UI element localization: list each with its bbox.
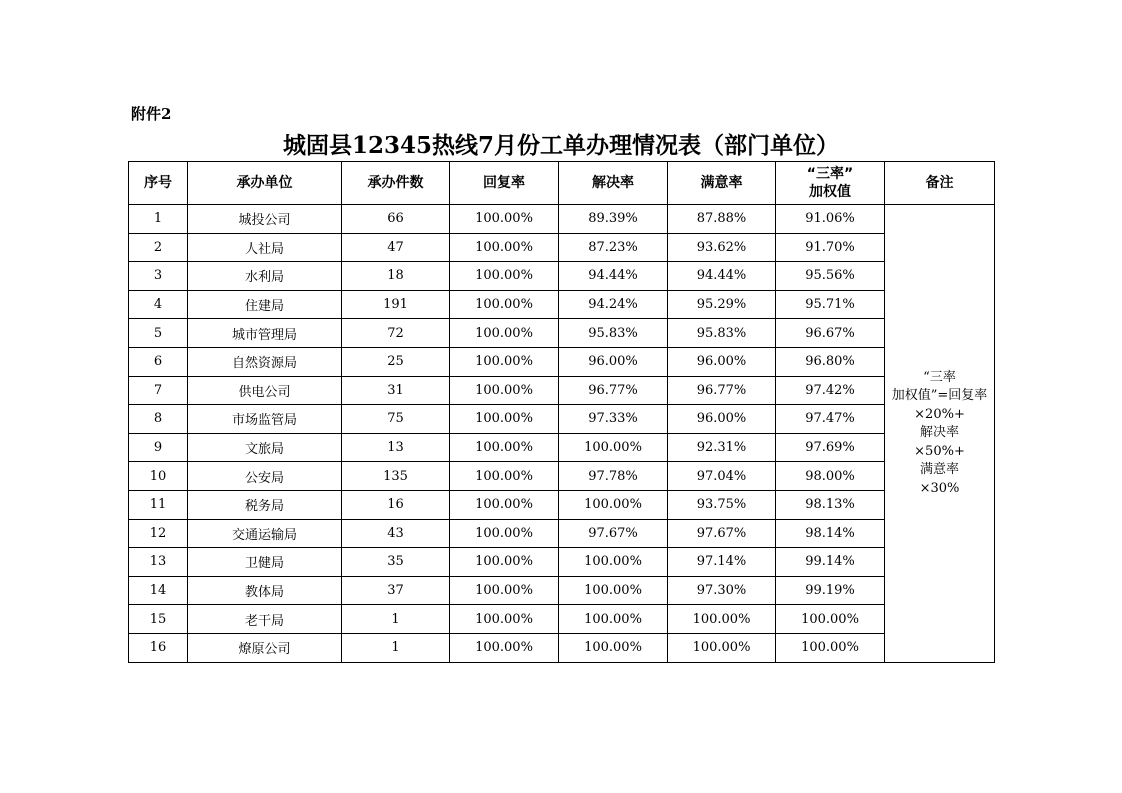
cell-count: 37: [342, 576, 450, 605]
cell-no: 11: [129, 490, 188, 519]
cell-satisfaction-rate: 93.62%: [668, 233, 776, 262]
cell-unit: 交通运输局: [188, 519, 342, 548]
cell-satisfaction-rate: 87.88%: [668, 205, 776, 234]
cell-no: 16: [129, 633, 188, 662]
cell-weighted-value: 96.67%: [776, 319, 885, 348]
cell-reply-rate: 100.00%: [450, 633, 559, 662]
cell-weighted-value: 97.42%: [776, 376, 885, 405]
table-row: [129, 433, 995, 462]
cell-reply-rate: 100.00%: [450, 462, 559, 491]
cell-satisfaction-rate: 94.44%: [668, 262, 776, 291]
cell-count: 43: [342, 519, 450, 548]
cell-solve-rate: 87.23%: [559, 233, 668, 262]
cell-reply-rate: 100.00%: [450, 233, 559, 262]
cell-no: 14: [129, 576, 188, 605]
cell-unit: 卫健局: [188, 548, 342, 577]
table-row: [129, 490, 995, 519]
cell-count: 18: [342, 262, 450, 291]
cell-count: 16: [342, 490, 450, 519]
table-row: [129, 633, 995, 662]
cell-weighted-value: 91.06%: [776, 205, 885, 234]
cell-reply-rate: 100.00%: [450, 433, 559, 462]
cell-reply-rate: 100.00%: [450, 347, 559, 376]
cell-weighted-value: 100.00%: [776, 605, 885, 634]
cell-reply-rate: 100.00%: [450, 376, 559, 405]
table-row: [129, 262, 995, 291]
cell-reply-rate: 100.00%: [450, 605, 559, 634]
cell-solve-rate: 100.00%: [559, 576, 668, 605]
cell-solve-rate: 96.00%: [559, 347, 668, 376]
cell-count: 1: [342, 633, 450, 662]
cell-no: 2: [129, 233, 188, 262]
cell-count: 47: [342, 233, 450, 262]
note-line: “三率: [923, 369, 956, 385]
header-weighted-value: [776, 162, 885, 205]
note-line: 加权值”=回复率: [891, 388, 988, 403]
cell-weighted-value: 98.14%: [776, 519, 885, 548]
cell-satisfaction-rate: 97.14%: [668, 548, 776, 577]
cell-unit: 税务局: [188, 490, 342, 519]
header-weighted-line1: “三率”: [806, 166, 854, 182]
cell-count: 25: [342, 347, 450, 376]
table-row: [129, 290, 995, 319]
cell-no: 8: [129, 405, 188, 434]
note-cell: [885, 205, 995, 663]
cell-reply-rate: 100.00%: [450, 548, 559, 577]
cell-satisfaction-rate: 93.75%: [668, 490, 776, 519]
cell-count: 75: [342, 405, 450, 434]
cell-weighted-value: 99.19%: [776, 576, 885, 605]
cell-count: 1: [342, 605, 450, 634]
cell-count: 13: [342, 433, 450, 462]
table-row: [129, 462, 995, 491]
note-line: 满意率: [919, 462, 959, 477]
cell-solve-rate: 97.33%: [559, 405, 668, 434]
cell-reply-rate: 100.00%: [450, 262, 559, 291]
work-order-table: [128, 161, 995, 663]
cell-satisfaction-rate: 100.00%: [668, 605, 776, 634]
table-row: [129, 319, 995, 348]
cell-satisfaction-rate: 96.00%: [668, 347, 776, 376]
table-row: [129, 233, 995, 262]
table-row: [129, 548, 995, 577]
cell-no: 13: [129, 548, 188, 577]
cell-solve-rate: 100.00%: [559, 490, 668, 519]
cell-unit: 人社局: [188, 233, 342, 262]
table-body: [129, 205, 995, 663]
cell-unit: 市场监管局: [188, 405, 342, 434]
cell-satisfaction-rate: 97.04%: [668, 462, 776, 491]
cell-weighted-value: 95.56%: [776, 262, 885, 291]
cell-solve-rate: 94.44%: [559, 262, 668, 291]
attachment-label: 附件2: [131, 105, 172, 123]
cell-no: 3: [129, 262, 188, 291]
cell-unit: 自然资源局: [188, 347, 342, 376]
cell-unit: 水利局: [188, 262, 342, 291]
cell-unit: 教体局: [188, 576, 342, 605]
cell-no: 15: [129, 605, 188, 634]
cell-solve-rate: 100.00%: [559, 548, 668, 577]
cell-satisfaction-rate: 97.67%: [668, 519, 776, 548]
note-line: ×30%: [919, 480, 960, 496]
cell-solve-rate: 94.24%: [559, 290, 668, 319]
cell-reply-rate: 100.00%: [450, 576, 559, 605]
cell-solve-rate: 100.00%: [559, 605, 668, 634]
cell-unit: 燎原公司: [188, 633, 342, 662]
header-unit: 承办单位: [188, 162, 342, 205]
cell-no: 7: [129, 376, 188, 405]
cell-unit: 公安局: [188, 462, 342, 491]
cell-count: 191: [342, 290, 450, 319]
cell-solve-rate: 100.00%: [559, 433, 668, 462]
cell-no: 6: [129, 347, 188, 376]
cell-no: 9: [129, 433, 188, 462]
table-row: [129, 405, 995, 434]
cell-no: 4: [129, 290, 188, 319]
cell-solve-rate: 97.78%: [559, 462, 668, 491]
cell-weighted-value: 99.14%: [776, 548, 885, 577]
cell-solve-rate: 97.67%: [559, 519, 668, 548]
cell-satisfaction-rate: 92.31%: [668, 433, 776, 462]
cell-count: 31: [342, 376, 450, 405]
table-row: [129, 347, 995, 376]
page-title: 城固县12345热线7月份工单办理情况表（部门单位）: [282, 132, 840, 159]
cell-weighted-value: 97.47%: [776, 405, 885, 434]
cell-solve-rate: 96.77%: [559, 376, 668, 405]
cell-no: 1: [129, 205, 188, 234]
cell-satisfaction-rate: 96.77%: [668, 376, 776, 405]
cell-satisfaction-rate: 95.29%: [668, 290, 776, 319]
note-line: ×20%+: [914, 406, 965, 422]
cell-reply-rate: 100.00%: [450, 319, 559, 348]
cell-count: 66: [342, 205, 450, 234]
cell-weighted-value: 98.00%: [776, 462, 885, 491]
cell-weighted-value: 98.13%: [776, 490, 885, 519]
cell-weighted-value: 95.71%: [776, 290, 885, 319]
cell-reply-rate: 100.00%: [450, 490, 559, 519]
header-weighted-line2: 加权值: [809, 184, 851, 200]
cell-unit: 城市管理局: [188, 319, 342, 348]
header-note: 备注: [885, 162, 995, 205]
table-row: [129, 519, 995, 548]
table-row: [129, 576, 995, 605]
cell-unit: 住建局: [188, 290, 342, 319]
table-row: [129, 376, 995, 405]
cell-reply-rate: 100.00%: [450, 205, 559, 234]
cell-weighted-value: 97.69%: [776, 433, 885, 462]
cell-satisfaction-rate: 96.00%: [668, 405, 776, 434]
cell-reply-rate: 100.00%: [450, 405, 559, 434]
cell-reply-rate: 100.00%: [450, 519, 559, 548]
cell-unit: 供电公司: [188, 376, 342, 405]
header-reply-rate: 回复率: [450, 162, 559, 205]
cell-satisfaction-rate: 95.83%: [668, 319, 776, 348]
cell-count: 135: [342, 462, 450, 491]
cell-solve-rate: 89.39%: [559, 205, 668, 234]
table-row: [129, 205, 995, 234]
cell-unit: 城投公司: [188, 205, 342, 234]
header-row: [129, 162, 995, 205]
cell-solve-rate: 95.83%: [559, 319, 668, 348]
header-satisfaction-rate: 满意率: [668, 162, 776, 205]
cell-weighted-value: 91.70%: [776, 233, 885, 262]
cell-count: 35: [342, 548, 450, 577]
cell-count: 72: [342, 319, 450, 348]
header-solve-rate: 解决率: [559, 162, 668, 205]
table-row: [129, 605, 995, 634]
cell-solve-rate: 100.00%: [559, 633, 668, 662]
header-count: 承办件数: [342, 162, 450, 205]
cell-unit: 老干局: [188, 605, 342, 634]
note-line: ×50%+: [914, 443, 965, 459]
header-no: 序号: [129, 162, 188, 205]
cell-satisfaction-rate: 97.30%: [668, 576, 776, 605]
cell-weighted-value: 96.80%: [776, 347, 885, 376]
cell-no: 10: [129, 462, 188, 491]
cell-no: 5: [129, 319, 188, 348]
cell-satisfaction-rate: 100.00%: [668, 633, 776, 662]
cell-reply-rate: 100.00%: [450, 290, 559, 319]
cell-weighted-value: 100.00%: [776, 633, 885, 662]
cell-no: 12: [129, 519, 188, 548]
note-line: 解决率: [919, 425, 959, 440]
cell-unit: 文旅局: [188, 433, 342, 462]
